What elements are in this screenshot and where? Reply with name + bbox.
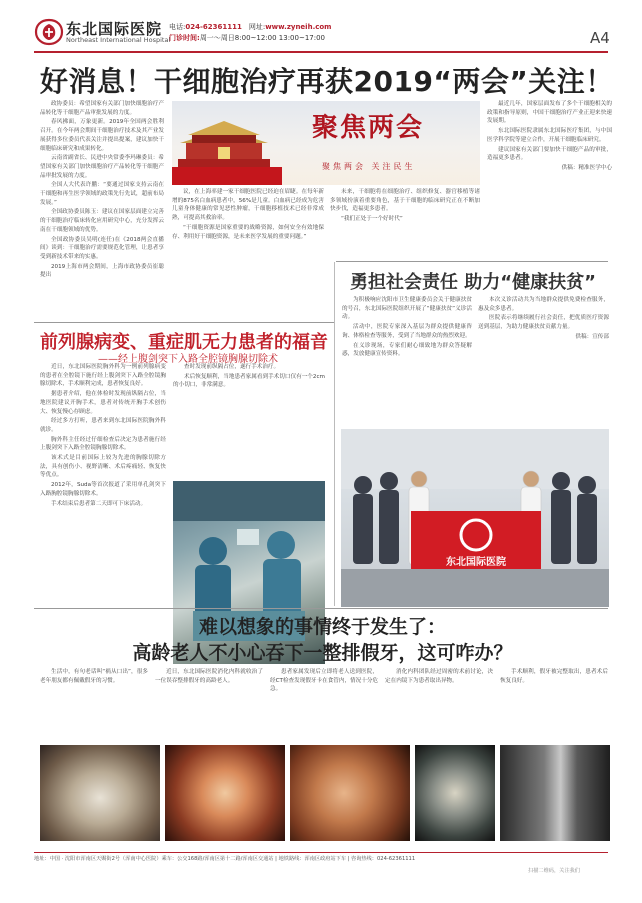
banner-title: 聚焦两会: [312, 113, 425, 143]
story4-column-2: [155, 668, 263, 740]
story2-subtitle: ——经上腹剑突下入路全腔镜胸腺切除术: [98, 354, 278, 365]
paragraph: 患者家属发现后立即将老人送到医院，经CT检查发现假牙卡在食管内，情况十分危急。: [270, 669, 378, 693]
hours: 周一～周日8:00~12:00 13:00~17:00: [199, 34, 326, 42]
story2-title: 前列腺病变、重症肌无力患者的福音: [40, 332, 328, 353]
story1-column-2: [172, 188, 324, 318]
story4-column-1: [40, 668, 148, 740]
divider: [336, 261, 608, 262]
website: www.zyneih.com: [265, 23, 332, 31]
story4-column-5: [500, 668, 608, 740]
paragraph: 最近几年，国家层面发布了多个干细胞相关的政策和指导原则，中国干细胞治疗产业正迎来快速发展期。: [487, 101, 612, 125]
endoscopy-photo-3: [415, 745, 495, 841]
paragraph: 2019上海市两会期间，上海市政协委员崔聪提出: [40, 263, 164, 279]
paragraph: 活动中，医院专家深入基层为群众提供健康咨询、体格检查等服务，受到了当地群众的热烈欢迎。: [342, 324, 472, 339]
dentures-photo: [40, 745, 160, 841]
paragraph: 全国政协委员陈玉：建议在国家层面建立完善的干细胞治疗临床转化应用研究中心，充分发挥云南在干细胞领域的优势。: [40, 209, 164, 233]
paragraph: 为积极响应沈阳市卫生健康委员会关于健康扶贫的号召，东北国际医院组织开展了“健康扶贫”义诊活动。: [342, 297, 472, 321]
phone-number: 024-62361111: [185, 23, 242, 31]
paragraph: 2012年，Suda等首次报道了采用单孔剑突下入路胸腔镜胸腺切除术。: [40, 482, 166, 497]
main-headline: 好消息！干细胞治疗再获2019“两会”关注！: [40, 65, 614, 98]
paragraph: 春风拂面，万象更新。2019年全国两会胜利召开。在今年两会期间干细胞治疗技术及其产业发展获得多位委员代表关注并提出提案，建议加快干细胞临床研究和成果转化。: [40, 119, 164, 152]
story1-column-1: [40, 100, 164, 318]
paragraph: 近日，东北国际医院胸外科为一例前列腺病变的患者在全腔镜下施行经上腹剑突下入路全腔镜胸腺切除术，手术顺利完成，患者恢复良好。: [40, 364, 166, 388]
story2-column-2: [173, 363, 325, 478]
paragraph: 全国政协委员吴明(连任)在《2018两会直播间》谈到：干细胞治疗需要规范化管理，让患者享受到新技术带来的实惠。: [40, 236, 164, 260]
story4-column-3: [270, 668, 378, 740]
paragraph: 该术式是目前国际上较为先进的胸腺切除方法，具有创伤小、视野清晰、术后疼痛轻、恢复快等优点。: [40, 455, 166, 479]
divider: [34, 608, 608, 609]
paragraph: 据患者介绍，他在体检时发现前纵隔占位，当地医院建议开胸手术，患者对传统开胸手术创伤大、恢复慢心存顾虑。: [40, 391, 166, 415]
story3-byline: 供稿：宣传部: [575, 333, 609, 340]
column-divider: [334, 262, 335, 606]
banner-hospital-name: 东北国际医院: [446, 557, 506, 568]
story4-title-line-1: 难以想象的事情终于发生了：: [198, 616, 446, 638]
paragraph: 术后恢复顺利，当地患者家属看到手术切口仅有一个2cm的小切口，非常满意。: [173, 373, 325, 389]
footer-note: 扫描二维码，关注我们: [528, 868, 580, 874]
paragraph: “我们正处于一个好时代”: [341, 216, 403, 223]
story4-title-line-2: 高龄老人不小心吞下一整排假牙，这可咋办？: [132, 642, 513, 664]
story3-column-1: [342, 296, 472, 421]
endoscopy-photo-2: [290, 745, 410, 841]
story3-title: 勇担社会责任 助力“健康扶贫”: [350, 272, 596, 293]
paragraph: 议，在上海率建一家干细胞医院已经迫在眉睫。在每年新增的875名白血病患者中，56%是儿童。白血病已经成为危害儿童身体健康的常见恶性肿瘤，干细胞移植技术已经非常成熟，可提高其救治率。: [172, 189, 324, 222]
paragraph: 东北国际医院隶属东北国际医疗集团，与中国医学科学院等建立合作，开展干细胞临床研究。: [487, 128, 612, 143]
paragraph: 政协委员：希望国家有关部门加快细胞治疗产品转化等干细胞产品审批发展的力度。: [40, 101, 164, 116]
hours-label: 门诊时间:: [169, 34, 200, 42]
paragraph: 近日，东北国际医院消化内科就收治了一位误吞整排假牙的高龄老人。: [155, 669, 263, 684]
paragraph: 医院表示将继续履行社会责任，把优质医疗资源送到基层，为助力健康扶贫贡献力量。: [478, 315, 609, 331]
divider: [34, 322, 334, 323]
paragraph: 全国人大代表许鹏：“要通过国家支持云南在干细胞和再生医学领域的政策先行先试，超前布局发展。”: [40, 182, 164, 206]
web-label: 网址:: [248, 23, 266, 31]
story1-byline: 供稿：精准医学中心: [561, 164, 612, 171]
paragraph: 消化内科团队经过周密的术前讨论，决定在内镜下为患者取出异物。: [385, 669, 493, 684]
endoscopy-photo-1: [165, 745, 285, 841]
page-header: [0, 0, 642, 52]
paragraph: 未来，干细胞将在细胞治疗、组织修复、器官移植等诸多领域扮演着重要角色，基于干细胞的临床研究正在不断加快步伐，造福更多患者。: [330, 189, 480, 213]
page-number: A4: [590, 29, 610, 47]
phone-label: 电话:: [169, 23, 186, 31]
paragraph: 生活中，有句老话叫“祸从口出”，很多老年朋友都有佩戴假牙的习惯。: [40, 669, 148, 684]
paragraph: 手术顺利，假牙被完整取出，患者术后恢复良好。: [500, 669, 608, 684]
paragraph: 在义诊现场，专家们耐心细致地为群众答疑解惑，发放健康宣传资料。: [342, 342, 472, 358]
story4-column-4: [385, 668, 493, 740]
paragraph: 查时发现前纵隔占位，遂行手术治疗。: [184, 364, 280, 370]
hospital-logo-icon: [34, 18, 64, 46]
page-footer: 地址：中国 · 沈阳市浑南区天赐街2号（浑南中心医院）乘车：公交168路/浑南区第十二路/浑南区交通站 | 地铁路线：浑南区政府站下车 | 咨询热线：024-62361111: [34, 852, 608, 862]
two-sessions-banner: [172, 101, 480, 185]
paragraph: 经过多方打听，患者来到东北国际医院胸外科就诊。: [40, 418, 166, 433]
team-banner-scene-icon: [341, 429, 609, 607]
banner-subtitle: 聚焦两会 关注民生: [322, 162, 416, 171]
story3-column-2: [478, 296, 609, 421]
tiananmen-gate-icon: [178, 115, 270, 175]
header-rule: [34, 51, 608, 53]
paragraph: 手术结束后患者第二天即可下床活动。: [51, 500, 147, 507]
ct-scan-photo: [500, 745, 610, 841]
red-flag-stripe: [172, 167, 282, 185]
hospital-name: 东北国际医院: [66, 20, 163, 38]
team-photo: [341, 429, 609, 607]
paragraph: 胸外科主任经过仔细检查后决定为患者施行经上腹剑突下入路全腔镜胸腺切除术。: [40, 436, 166, 452]
hospital-name-en: Northeast International Hospital: [66, 36, 171, 44]
paragraph: 建议国家有关部门要加快干细胞产品的审批，造福更多患者。: [487, 146, 612, 162]
paragraph: 云南省副省长、民进中央常委李玛琳委员：希望国家有关部门加快细胞治疗产品转化等干细胞产品审批发展的力度。: [40, 155, 164, 179]
contact-info: [169, 22, 331, 44]
paragraph: “干细胞资源是国家重要的战略资源，如何安全有效地保存、利用好干细胞资源，是未来医学发展的重要问题。”: [172, 224, 324, 240]
paragraph: 本次义诊活动共为当地群众提供免费检查服务，惠及众多患者。: [478, 297, 609, 312]
